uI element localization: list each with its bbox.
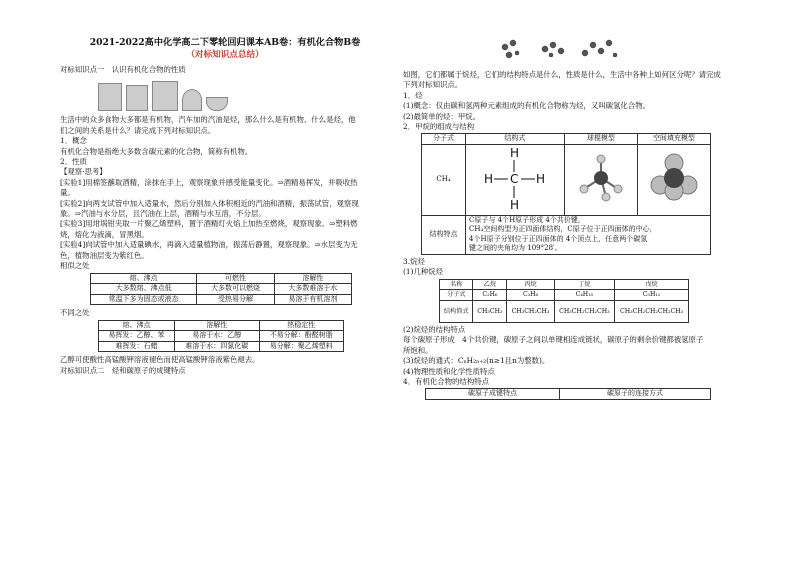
paragraph: 量。 <box>60 188 75 198</box>
paragraph: 生活中的众多食物大多都是有机物，汽车加的汽油是烃，那么什么是有机物、什么是烃，他 <box>60 115 356 125</box>
structural-formula <box>466 145 565 216</box>
food-image <box>98 83 122 111</box>
paragraph: 下列对标知识点。 <box>403 80 463 90</box>
feature-line: 键之间的夹角均为 109°28′。 <box>469 244 562 253</box>
paragraph: (2)最简单的烃：甲烷。 <box>403 111 480 121</box>
table-cell: 大多数熔、沸点低 <box>91 284 197 295</box>
table-cell: 易溶于有机溶剂 <box>274 294 351 305</box>
table-cell: 碳原子成键特点 <box>426 389 560 400</box>
paragraph: 如图，它们都属于烷烃，它们的结构特点是什么，性质是什么，生活中各种上如何区分呢？请完成 <box>403 70 721 79</box>
table-cell: 名称 <box>440 279 473 290</box>
food-image <box>126 85 148 111</box>
page-subtitle: （对标知识点总结） <box>186 50 264 60</box>
ball-stick-model <box>564 145 637 216</box>
difference-table <box>98 320 344 353</box>
table-cell: 易溶于水：乙醇 <box>175 331 259 342</box>
table-cell: 难溶于水：四氯化碳 <box>175 341 259 352</box>
svg-text:H: H <box>535 172 545 187</box>
feature-line: CH₄空间构型为正四面体结构，C原子位于正四面体的中心， <box>469 225 657 234</box>
paragraph: 象。⇒汽油与水分层，且汽油在上层，酒精与水互溶，不分层。 <box>60 209 266 219</box>
table-cell: CH₄ <box>422 145 466 216</box>
structure-features <box>466 215 711 254</box>
ball-stick-model-image <box>576 153 626 203</box>
table-cell: CH₃CH₃ <box>473 301 507 323</box>
section-heading-2: 对标知识点二 烃和碳原子的成键特点 <box>60 365 186 375</box>
food-image <box>152 81 178 111</box>
table-cell: CH₃CH₂CH₂CH₃ <box>554 301 615 323</box>
paragraph: 3.烷烃 <box>403 257 425 266</box>
table-cell: 不易分解：酚醛树脂 <box>259 331 344 342</box>
table-cell: 结构简式 <box>440 301 473 323</box>
table-cell: 大多数可以燃烧 <box>197 284 274 295</box>
table-header: 溶解性 <box>175 320 259 331</box>
alkane-molecule-images <box>495 33 625 67</box>
table-cell: 分子式 <box>440 290 473 301</box>
table-cell: 难挥发：石蜡 <box>99 341 175 352</box>
paragraph: 烧，熔化为液滴，冒黑烟。 <box>60 229 149 239</box>
methane-table <box>421 133 711 255</box>
table-cell: 大多数难溶于水 <box>274 284 351 295</box>
paragraph: (3)烷烃的通式：CₙH₂ₙ₊₂(n≥1且n为整数)。 <box>403 356 550 366</box>
paragraph: (1)几种烷烃 <box>403 267 444 277</box>
paragraph: 所饱和。 <box>403 345 433 355</box>
paragraph: (1)概念：仅由碳和氢两种元素组成的有机化合物称为烃，又叫碳氢化合物。 <box>403 101 650 111</box>
table-header: 熔、沸点 <box>99 320 175 331</box>
space-filling-model-image <box>649 153 699 203</box>
table-cell: C₂H₆ <box>473 290 507 301</box>
table-cell: 受热易分解 <box>197 294 274 305</box>
paragraph: 乙醇可使酸性高锰酸钾溶液褪色而使高锰酸钾溶液紫色褪去。 <box>60 355 260 365</box>
page-title: 2021-2022高中化学高二下零轮回归课本AB卷：有机化合物B卷 <box>89 37 361 48</box>
feature-line: 4个H原子分别位于正四面体的 4个顶点上，任意两个碳氢 <box>469 234 648 243</box>
right-column <box>403 70 723 400</box>
table-cell: 戊烷 <box>615 279 689 290</box>
bonding-table <box>425 388 711 400</box>
paragraph: 有机化合物是指绝大多数含碳元素的化合物，简称有机物。 <box>60 146 253 156</box>
paragraph: 【观察·思考】 <box>60 167 107 177</box>
table-cell: C₃H₈ <box>507 290 554 301</box>
table-cell: CH₃CH₂CH₃ <box>507 301 554 323</box>
table-header: 溶解性 <box>274 273 351 284</box>
table-header: 结构式 <box>466 134 565 145</box>
paragraph: (2)烷烃的结构特点 <box>403 325 466 334</box>
table-cell: 乙烷 <box>473 279 507 290</box>
table-cell: 丁烷 <box>554 279 615 290</box>
similarity-table <box>90 273 352 306</box>
left-column <box>60 0 390 376</box>
section-heading-1: 对标知识点一 认识有机化合物的性质 <box>60 65 186 74</box>
paragraph: [实验2]向两支试管中加入适量水，然后分别加入体积相近的汽油和酒精，振荡试管，观察现 <box>60 198 359 208</box>
table-cell: 结构特点 <box>422 215 466 254</box>
paragraph: 1．概念 <box>60 136 87 146</box>
table-header: 可燃性 <box>197 273 274 284</box>
space-filling-model <box>637 145 710 216</box>
structural-formula-diagram <box>480 145 550 211</box>
paragraph: [实验1]用棉签蘸取酒精，涂抹在手上，观察现象并感受能量变化。⇒酒精易挥发，并吸收热 <box>60 177 358 187</box>
table-header: 熔、沸点 <box>91 273 197 284</box>
paragraph: 不同之处 <box>60 308 90 318</box>
table-cell: 常温下多为固态或液态 <box>91 294 197 305</box>
paragraph: 2．性质 <box>60 157 87 167</box>
table-header: 热稳定性 <box>259 320 344 331</box>
svg-text:H: H <box>483 172 493 187</box>
paragraph: [实验4]向试管中加入适量碘水，再滴入适量植物油，振荡后静置，观察现象。⇒水层变为无 <box>60 240 358 250</box>
table-cell: CH₃CH₂CH₂CH₂CH₃ <box>615 301 689 323</box>
paragraph: (4)物理性质和化学性质特点 <box>403 366 495 376</box>
paragraph: [实验3]用坩埚钳夹取一片聚乙烯塑料，置于酒精灯火焰上加热至燃烧，观察现象。⇒塑料燃 <box>60 219 358 229</box>
paragraph: 相似之处 <box>60 261 90 271</box>
feature-line: C原子与 4个H原子形成 4个共价键， <box>469 215 585 224</box>
alkane-table <box>439 279 689 323</box>
paragraph: 色，植物油层变为紫红色。 <box>60 250 149 260</box>
paragraph: 2．甲烷的组成与结构 <box>403 122 475 132</box>
paragraph: 4．有机化合物的结构特点 <box>403 377 490 387</box>
table-header: 球棍模型 <box>564 134 637 145</box>
table-cell: 易挥发：乙醇、苯 <box>99 331 175 342</box>
paragraph: 们之间的关系是什么？请完成下列对标知识点。 <box>60 125 216 135</box>
food-image <box>182 89 202 111</box>
table-header: 空间填充模型 <box>637 134 710 145</box>
table-cell: 碳原子的连接方式 <box>560 389 711 400</box>
paragraph: 1．烃 <box>403 90 423 100</box>
table-cell: 易分解：聚乙烯塑料 <box>259 341 344 352</box>
table-cell: C₅H₁₂ <box>615 290 689 301</box>
table-cell: 丙烷 <box>507 279 554 290</box>
table-cell: C₄H₁₀ <box>554 290 615 301</box>
food-image <box>206 97 228 111</box>
food-images <box>98 77 390 111</box>
svg-text:H: H <box>509 146 519 161</box>
paragraph: 每个碳原子形成 4个共价键，碳原子之间以单键相连成链状，碳原子的剩余价键都被氢原子 <box>403 335 704 345</box>
svg-text:C: C <box>509 172 519 187</box>
table-header: 分子式 <box>422 134 466 145</box>
svg-text:H: H <box>509 198 519 212</box>
